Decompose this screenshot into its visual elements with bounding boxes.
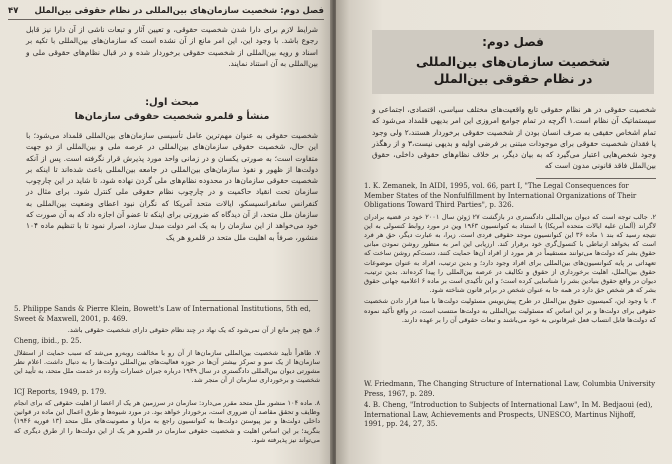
paragraph-top: شرایط لازم برای دارا شدن شخصیت حقوقی، و تعیین آثار و تبعات ناشی از آن دارا نیز قابل رجوع باشد. با وجود این، این امر مانع از آن نشده است که سازمان‌های بین‌المللی با تکیه بر اسناد و رویه بین‌المللی از شخصیت حقوقی برخوردار شده و در قبال نظام‌های حقوقی ملی و بین‌المللی به آن استناد نمایند. [26, 25, 318, 68]
paragraph-main: شخصیت حقوقی به عنوان مهم‌ترین عامل تأسیسی سازمان‌های بین‌المللی قلمداد می‌شود؛ با این حال، شخصیت حقوقی سازمان‌های بین‌المللی در عرصه ملی و بین‌المللی از دو جهت متفاوت است؛ به صورتی یکسان و در زمانی واحد مورد پذیرش قرار نگرفته است. پس از آنکه دولت‌ها از ظهور و نفوذ سازمان‌های بین‌المللی در جامعه بین‌المللی باعث شده‌اند تا اینکه بر شخصیت حقوقی سازمان‌ها در محدوده نظام‌های ملی گردن نهاده شود، تا شاید در این چارچوب سازمان تحت انقیاد حاکمیت و در چارچوب نظام حقوقی ملی کنترل شود. برای مثال در کنفرانس سانفرانسیسکو، ایالات متحد آمریکا که نگران نبود اعطای وضعیت بین‌المللی به سازمان ملل متحد، از آن دیدگاه که ضرورتی برای اینکه تا عضو آن اجازه داد که به آن صورت که خود می‌خواهد از این سازمان را به یک امر دولت مبدل سازد، اصرار نمود تا با تنظیم ماده ۱۰۴ منشور، صرفاً به اهلیت ملل متحد در قلمرو هر یک [26, 131, 318, 242]
chapter-intro-paragraph: شخصیت حقوقی در هر نظام حقوقی تابع واقعیت‌های مختلف سیاسی، اقتصادی، اجتماعی و سیستماتیک آن نظام است.۱ اگرچه در تمام جوامع امروزی این امر بدیهی قلمداد می‌شود که تمام اشخاص حقیقی به صرف انسان بودن از شخصیت حقوقی برخوردار هستند،۲ ولی وجود یا فقدان شخصیت حقوقی برای موجودات مبتنی بر فرضی اولیه و بدیهی نیست،۳ و از رهگذر وجود شخص‌هایی اعتبار می‌گیرد که به بیان دیگر، بر خلاف نظام‌های حقوقی داخلی، حقوق بین‌الملل فاقد قانونی مدون است که [372, 105, 656, 171]
section-heading [26, 96, 318, 124]
footnote-divider [200, 300, 318, 301]
section-subtitle: منشأ و قلمرو شخصیت حقوقی سازمان‌ها [74, 111, 270, 122]
page-number: ۴۷ [8, 6, 19, 16]
right-page [336, 0, 672, 464]
footnote: W. Friedmann, The Changing Structure of International Law, Columbia University Press, 1967, p. 289. [364, 380, 656, 398]
chapter-heading-box [372, 30, 654, 94]
footnote: ۸. ماده ۱۰۴ منشور ملل متحد مقرر می‌دارد: سازمان در سرزمین هر یک از اعضا از اهلیت حقوقی که برای انجام وظایف و تحقق مقاصد آن ضروری است، برخوردار خواهد بود. در مورد شیوه‌ها و طرق اعمال این ماده در قوانین داخلی دولت‌ها و نیز پیوستن دولت‌ها به کنوانسیون راجع به مزایا و مصونیت‌های ملل متحد (۱۳ فوریه ۱۹۴۶) بنگرید؛ بر این اساس اهلیت و شخصیت حقوقی سازمان در قلمرو هر یک از این دولت‌ها را از طرق دیگری که می‌تواند نیز پذیرفته شود. [14, 399, 320, 444]
running-head [8, 3, 324, 20]
footnote: Cheng, ibid., p. 25. [14, 337, 82, 346]
footnote: 4. B. Cheng, "Introduction to Subjects of International Law", In M. Bedjaoui (ed), International Law, Achievements and Prospects, UNESCO, Martinus Nijhoff, 1991, pp. 24, 27, 35. [364, 401, 653, 428]
chapter-title-line-2: در نظام حقوقی بین‌الملل [433, 71, 593, 86]
chapter-label: فصل دوم: [482, 35, 544, 49]
footnotes [14, 305, 320, 447]
footnote: ۷. ظاهراً تأیید شخصیت بین‌المللی سازمان‌ها از آن رو با مخالفت روبه‌رو می‌شد که سبب حمایت از استقلال سازمان‌ها از یک سو و تمرکز بیشتر آن‌ها در حوزه فعالیت‌های بین‌المللی دولت‌ها را به دنبال داشت. اعلام نظر مشورتی دیوان بین‌المللی دادگستری در سال ۱۹۴۹ درباره جبران خسارات وارده در خدمت ملل متحد، به تأیید این شخصیت و برخورداری سازمان از آن منجر شد. [13, 348, 320, 385]
footnote: 5. Philippe Sands & Pierre Klein, Bowett's Law of International Institutions, 5th ed, Sweet & Maxwell, 2001, p. 469. [14, 305, 311, 323]
chapter-title-line-1: شخصیت سازمان‌های بین‌المللی [415, 54, 610, 69]
footnote: ۶. هیچ چیز مانع از آن نمی‌شود که یک نهاد در چند نظام حقوقی دارای شخصیت حقوقی باشد. [67, 326, 320, 334]
footnotes [364, 182, 656, 327]
footnotes-continued [364, 380, 656, 432]
footnote: ۲. جالب توجه است که دیوان بین‌المللی دادگستری در بازگشت ۲۷ ژوئن سال ۲۰۰۱ خود در قضیه برادران لاگراند (آلمان علیه ایالات متحده آمریکا) با استناد به کنوانسیون ۱۹۶۳ وین در مورد روابط کنسولی به این نتیجه رسید که بند ۱ ماده ۳۶ این کنوانسیون موجد حقوقی فردی است. زیرا، به عبارت دیگر، حق هر فرد است که بخواهد ارتباطی با کنسول‌گری خود برقرار کند. ارزیابی این امر به منظور روشن نمودن مبانی حقوق بشر که دولت‌ها می‌توانند مستقیماً در هر مورد از افراد آن‌ها حمایت کنند، دست‌کم روشن ساخت که تعهداتی بر پایه کنوانسیون‌های بین‌المللی برای افراد وجود دارد؛ و بدین ترتیب، افراد به عنوان موضوعات حقوق بین‌الملل، اهلیت برخورداری از حقوق و تکالیف در عرصه بین‌المللی را پیدا کرده‌اند. بدین ترتیب، دیوان در واقع حقوق بنیادین بشر را شناسایی کرده است؛ و این تأکیدی است بر ماده ۶ اعلامیه جهانی حقوق بشر که هر شخص حق دارد در همه جا به عنوان شخص در برابر قانون شناخته شود. [364, 212, 657, 295]
footnote-divider [536, 178, 656, 179]
footnote: ۳. با وجود این، کمیسیون حقوق بین‌الملل در طرح پیش‌نویس مسئولیت دولت‌ها با مبنا قرار دادن شخصیت حقوقی برای دولت‌ها و بر این اساس که مسئولیت بین‌المللی به دولت‌ها منتسب است، در واقع تأکید نموده که دولت‌ها قابل انتساب فعل غیرقانونی به خود می‌باشند و تبعات حقوقی آن را بر عهده دارند. [364, 297, 656, 324]
footnote: ICJ Reports, 1949, p. 179. [14, 387, 107, 396]
left-page [0, 0, 332, 464]
section-title: مبحث اول: [145, 97, 199, 108]
running-head-title: فصل دوم: شخصیت سازمان‌های بین‌المللی در نظام حقوقی بین‌الملل [34, 6, 324, 16]
footnote: 1. K. Zemanek, In AIDI, 1995, vol. 66, part I, "The Legal Consequences for Member States of the Nonfulfillment by International Organizations of Their Obligations Toward Third Parties", p. 326. [364, 182, 637, 209]
